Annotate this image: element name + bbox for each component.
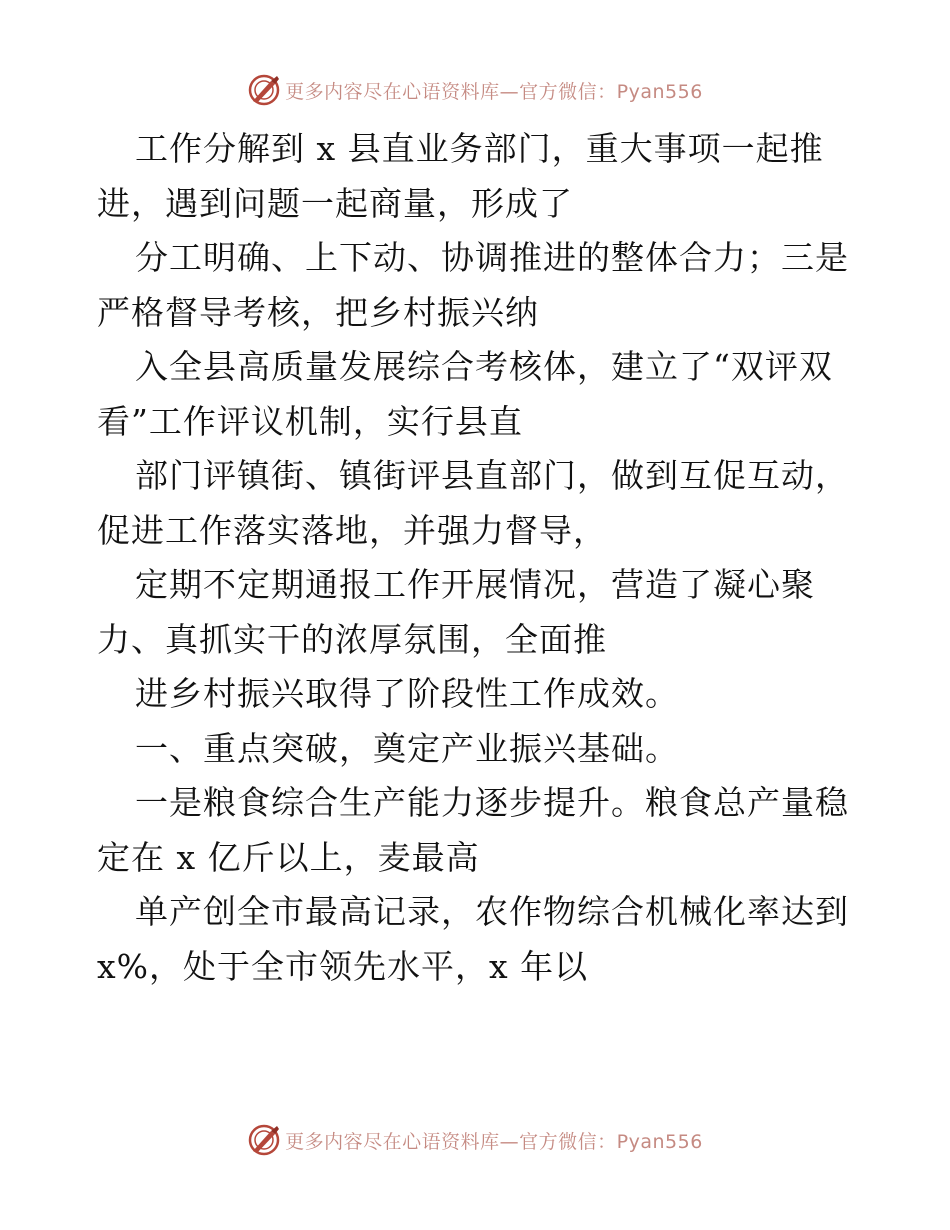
watermark-text: 更多内容尽在心语资料库—官方微信：Pyan556: [285, 1130, 703, 1153]
text-line: 进乡村振兴取得了阶段性工作成效。: [135, 674, 679, 713]
text-line: 单产创全市最高记录，农作物综合机械化率达到: [135, 892, 849, 931]
text-line: 定在 x 亿斤以上，麦最高: [97, 837, 480, 877]
text-line: 促进工作落实落地，并强力督导，: [97, 510, 607, 550]
text-line: 看”工作评议机制，实行县直: [97, 401, 523, 441]
text-line: 定期不定期通报工作开展情况，营造了凝心聚: [135, 565, 815, 604]
text-line: 入全县高质量发展综合考核体，建立了“双评双: [135, 347, 833, 386]
section-heading: 一、重点突破，奠定产业振兴基础。: [135, 728, 679, 768]
pen-logo-icon: [247, 73, 281, 107]
document-body: [97, 122, 857, 994]
footer-watermark: [0, 1120, 950, 1160]
text-line: 进，遇到问题一起商量，形成了: [97, 183, 573, 223]
text-line: 分工明确、上下动、协调推进的整体合力；三是: [135, 238, 849, 277]
text-line: 工作分解到 x 县直业务部门，重大事项一起推: [135, 129, 824, 168]
text-line: x%，处于全市领先水平，x 年以: [97, 946, 589, 986]
text-line: 一是粮食综合生产能力逐步提升。粮食总产量稳: [135, 783, 849, 822]
pen-logo-icon: [247, 1123, 281, 1157]
text-line: 部门评镇街、镇街评县直部门，做到互促互动，: [135, 456, 849, 495]
text-line: 力、真抓实干的浓厚氛围，全面推: [97, 619, 607, 659]
header-watermark: [0, 70, 950, 110]
text-line: 严格督导考核，把乡村振兴纳: [97, 292, 539, 332]
watermark-text: 更多内容尽在心语资料库—官方微信：Pyan556: [285, 80, 703, 103]
